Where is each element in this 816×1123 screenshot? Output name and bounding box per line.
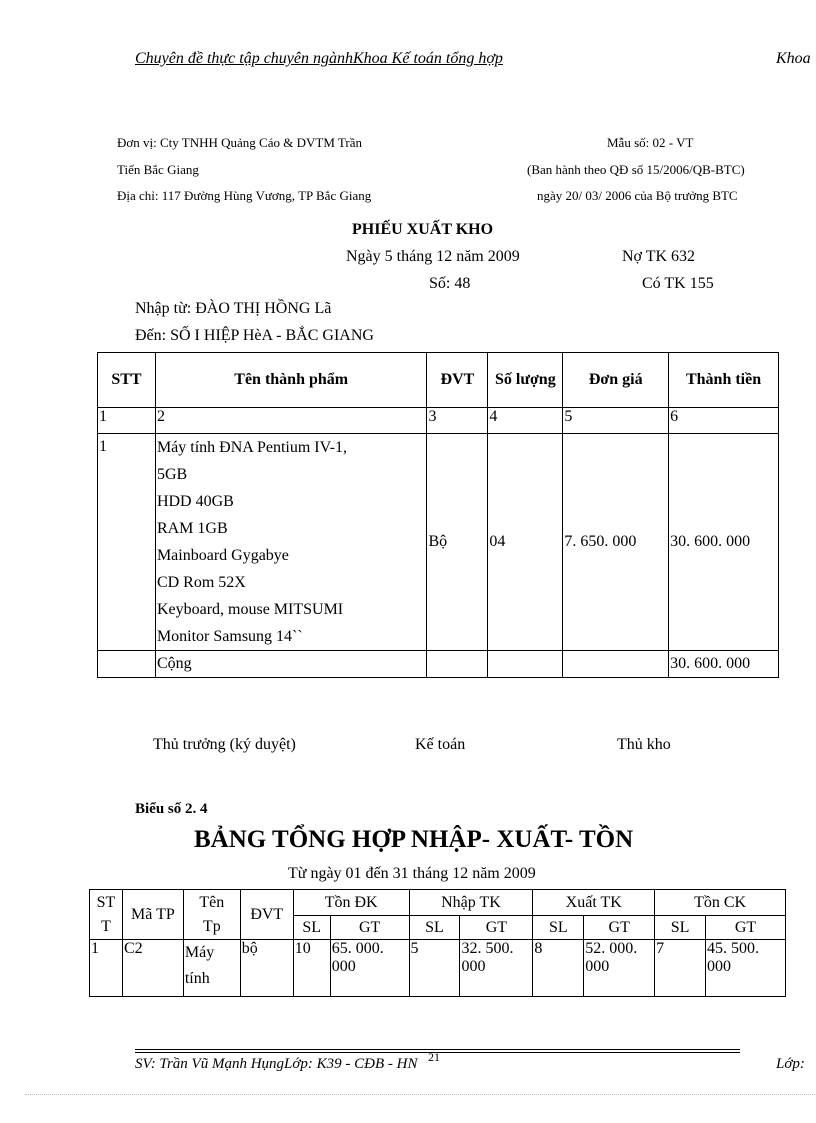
total-empty bbox=[98, 651, 156, 678]
header-gt: GT bbox=[330, 916, 409, 940]
unit-line-2: Tiến Bắc Giang bbox=[117, 162, 199, 177]
debit-account: Nợ TK 632 bbox=[622, 248, 696, 265]
col-number-1: 1 bbox=[98, 408, 156, 434]
group-issues: Xuất TK bbox=[533, 890, 655, 916]
exhibit-label: Biểu số 2. 4 bbox=[135, 801, 208, 817]
header-gt: GT bbox=[460, 916, 533, 940]
product-line: Mainboard Gygabye bbox=[156, 547, 289, 564]
summary-table bbox=[89, 889, 786, 997]
product-line: CD Rom 52X bbox=[156, 574, 246, 591]
header-stt-line-2: T bbox=[101, 917, 111, 935]
product-line: Máy tính ĐNA Pentium IV-1, bbox=[156, 439, 348, 456]
header-unit: ĐVT bbox=[427, 353, 488, 408]
header-stt bbox=[90, 890, 123, 940]
header-product-code: Mã TP bbox=[122, 890, 183, 940]
col-number-3: 3 bbox=[427, 408, 488, 434]
cell-name bbox=[183, 940, 240, 997]
signature-director: Thủ trưởng (ký duyệt) bbox=[153, 736, 296, 753]
cell-stt: 1 bbox=[90, 940, 123, 997]
received-from: Nhập từ: ĐÀO THỊ HỒNG Lã bbox=[135, 300, 332, 317]
row-unit: Bộ bbox=[427, 434, 488, 651]
row-unit-price: 7. 650. 000 bbox=[563, 434, 669, 651]
decree-line-1: (Ban hành theo QĐ số 15/2006/QB-BTC) bbox=[527, 162, 745, 177]
voucher-table-header-row bbox=[98, 353, 779, 408]
group-receipts: Nhập TK bbox=[409, 890, 533, 916]
header-gt: GT bbox=[584, 916, 655, 940]
row-stt: 1 bbox=[98, 434, 156, 651]
page-header-right: Khoa bbox=[776, 50, 811, 67]
row-quantity: 04 bbox=[488, 434, 563, 651]
voucher-title: PHIẾU XUẤT KHO bbox=[352, 221, 494, 238]
product-line: Monitor Samsung 14`` bbox=[156, 628, 303, 645]
cell-name-line-1: Máy bbox=[184, 944, 215, 961]
header-sl: SL bbox=[409, 916, 460, 940]
col-number-6: 6 bbox=[669, 408, 779, 434]
col-number-2: 2 bbox=[155, 408, 427, 434]
cell-opening-sl: 10 bbox=[293, 940, 330, 997]
total-row bbox=[98, 651, 779, 678]
product-line: RAM 1GB bbox=[156, 520, 228, 537]
group-opening: Tồn ĐK bbox=[293, 890, 409, 916]
header-quantity: Số lượng bbox=[488, 353, 563, 408]
column-number-row bbox=[98, 408, 779, 434]
header-unit: ĐVT bbox=[240, 890, 293, 940]
total-empty bbox=[427, 651, 488, 678]
header-amount: Thành tiền bbox=[669, 353, 779, 408]
summary-header-row-1 bbox=[90, 890, 786, 916]
footer-left: SV: Trần Vũ Mạnh HụngLớp: K39 - CĐB - HN bbox=[135, 1056, 418, 1072]
cell-closing-gt: 45. 500. 000 bbox=[706, 940, 786, 997]
page-number: 21 bbox=[428, 1050, 440, 1064]
voucher-date: Ngày 5 tháng 12 năm 2009 bbox=[346, 248, 520, 265]
cell-receipts-sl: 5 bbox=[409, 940, 460, 997]
voucher-number: Số: 48 bbox=[429, 275, 471, 292]
product-line: Keyboard, mouse MITSUMI bbox=[156, 601, 344, 618]
total-label: Cộng bbox=[155, 651, 427, 678]
credit-account: Có TK 155 bbox=[642, 275, 714, 292]
delivered-to: Đến: SỐ I HIỆP HèA - BẮC GIANG bbox=[135, 327, 374, 344]
header-name-line-2: Tp bbox=[202, 917, 221, 935]
unit-line-1: Đơn vị: Cty TNHH Quảng Cáo & DVTM Trần bbox=[117, 135, 362, 150]
cell-name-line-2: tính bbox=[184, 970, 210, 987]
summary-period: Từ ngày 01 đến 31 tháng 12 năm 2009 bbox=[288, 865, 536, 882]
signature-accountant: Kế toán bbox=[415, 736, 466, 753]
footer-right: Lớp: bbox=[776, 1056, 805, 1072]
header-product-name bbox=[183, 890, 240, 940]
header-product-name: Tên thành phẩm bbox=[155, 353, 427, 408]
col-number-5: 5 bbox=[563, 408, 669, 434]
cell-issues-sl: 8 bbox=[533, 940, 584, 997]
product-line: HDD 40GB bbox=[156, 493, 234, 510]
header-stt-line-1: ST bbox=[96, 893, 116, 911]
cell-closing-sl: 7 bbox=[655, 940, 706, 997]
header-name-line-1: Tên bbox=[199, 893, 225, 911]
header-stt: STT bbox=[98, 353, 156, 408]
cell-code: C2 bbox=[122, 940, 183, 997]
form-number: Mẫu số: 02 - VT bbox=[607, 135, 694, 150]
header-sl: SL bbox=[293, 916, 330, 940]
cell-receipts-gt: 32. 500. 000 bbox=[460, 940, 533, 997]
group-closing: Tồn CK bbox=[655, 890, 786, 916]
page-bottom-divider bbox=[25, 1094, 815, 1095]
header-unit-price: Đơn giá bbox=[563, 353, 669, 408]
cell-unit: bộ bbox=[240, 940, 293, 997]
cell-opening-gt: 65. 000. 000 bbox=[330, 940, 409, 997]
total-empty bbox=[488, 651, 563, 678]
row-amount: 30. 600. 000 bbox=[669, 434, 779, 651]
decree-line-2: ngày 20/ 03/ 2006 của Bộ trưởng BTC bbox=[537, 188, 738, 203]
page-header-left: Chuyên đề thực tập chuyên ngànhKhoa Kế toán tổng hợp bbox=[135, 50, 503, 67]
voucher-table bbox=[97, 352, 779, 678]
table-row bbox=[98, 434, 779, 651]
table-row bbox=[90, 940, 786, 997]
total-empty bbox=[563, 651, 669, 678]
header-sl: SL bbox=[655, 916, 706, 940]
row-product-name bbox=[155, 434, 427, 651]
header-sl: SL bbox=[533, 916, 584, 940]
summary-title: BẢNG TỔNG HỢP NHẬP- XUẤT- TỒN bbox=[194, 826, 634, 853]
cell-issues-gt: 52. 000. 000 bbox=[584, 940, 655, 997]
signature-storekeeper: Thủ kho bbox=[617, 736, 671, 753]
product-line: 5GB bbox=[156, 466, 188, 483]
address: Địa chỉ: 117 Đường Hùng Vương, TP Bắc Giang bbox=[117, 188, 372, 203]
col-number-4: 4 bbox=[488, 408, 563, 434]
header-gt: GT bbox=[706, 916, 786, 940]
total-amount: 30. 600. 000 bbox=[669, 651, 779, 678]
